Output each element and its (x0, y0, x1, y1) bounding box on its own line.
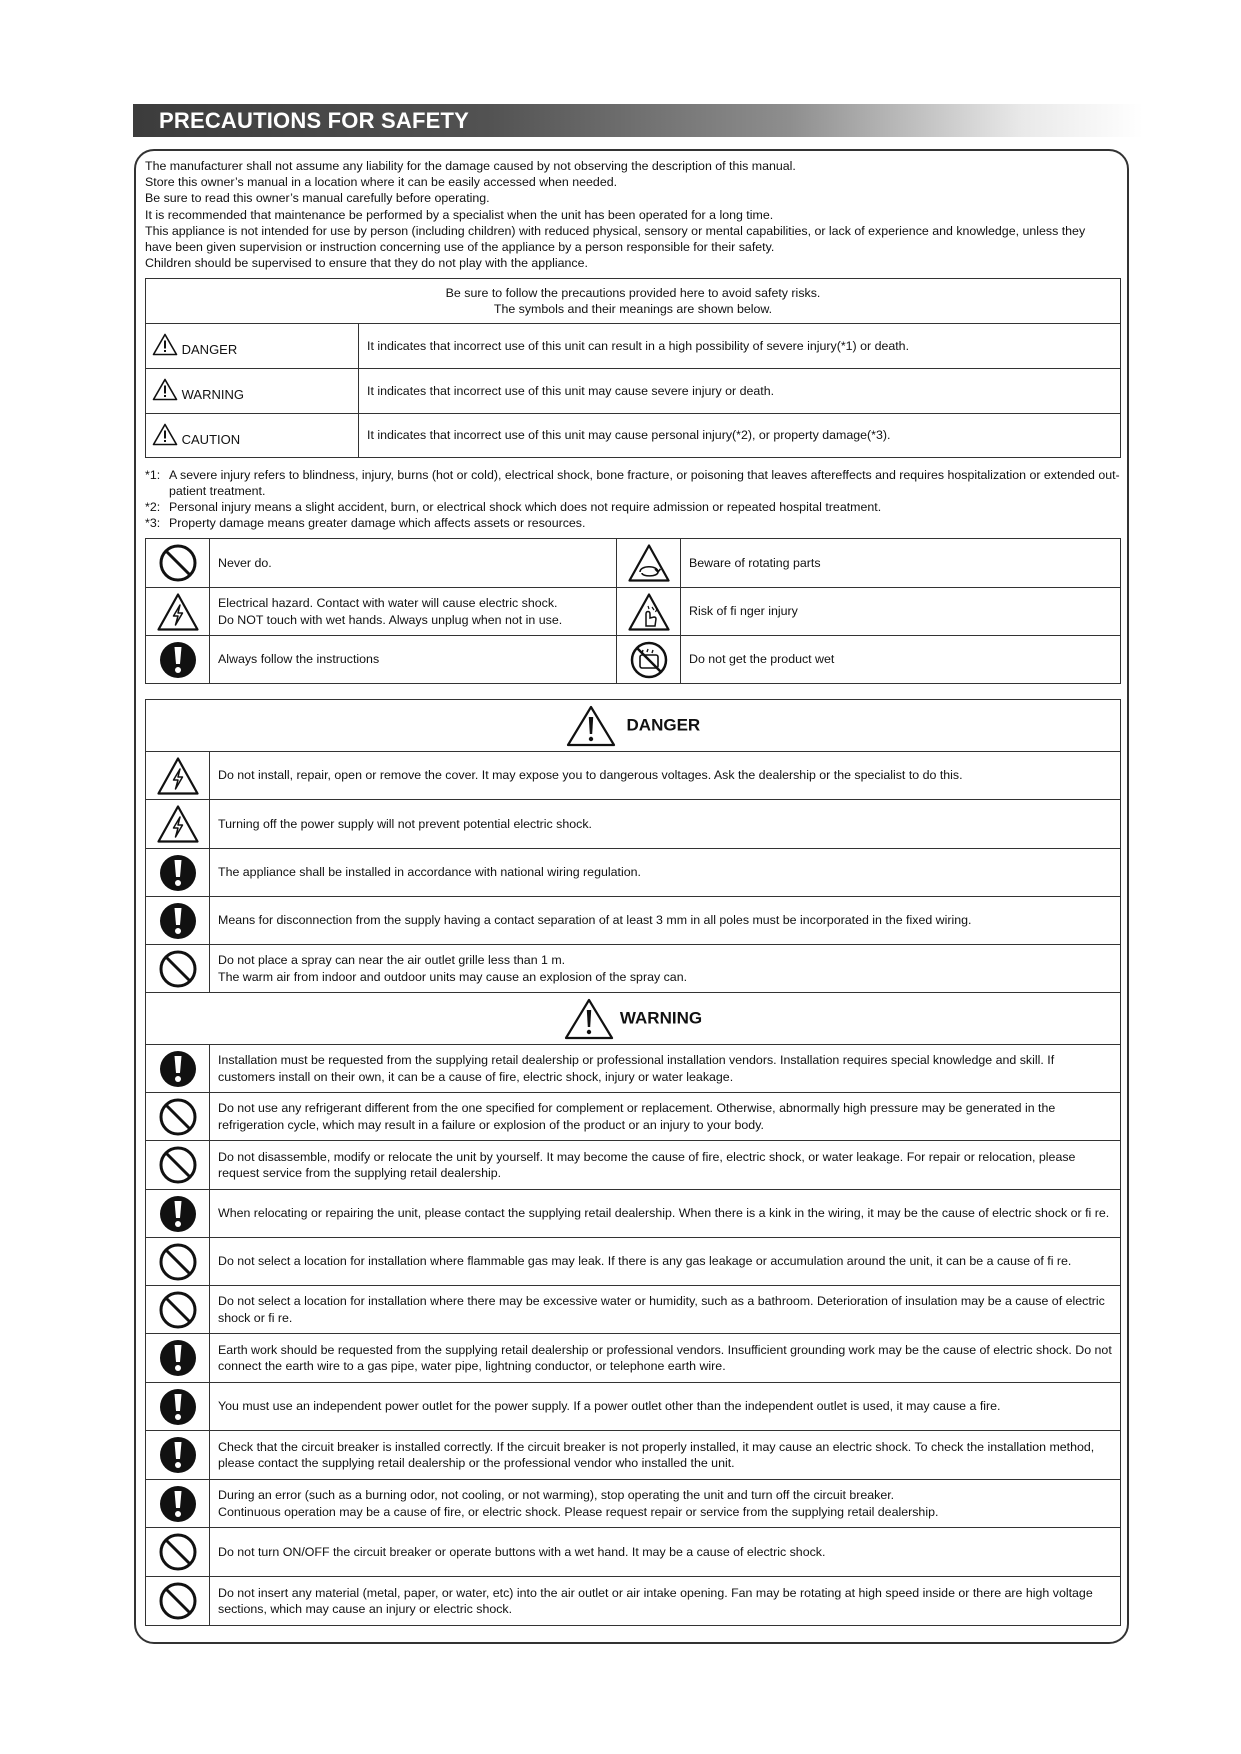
prohibition-icon (157, 542, 199, 584)
warning-item-row (146, 1383, 1121, 1431)
hazard-icon-cell (146, 1045, 210, 1093)
mandatory-icon (157, 1483, 199, 1525)
level-label: WARNING (181, 387, 244, 403)
symbol-icon-cell (617, 636, 681, 684)
footnote-text: Property damage means greater damage which affects assets or resources. (169, 516, 586, 530)
footnote-key: *3: (145, 516, 161, 530)
hazard-icon-cell (146, 1190, 210, 1238)
hazard-icon-cell (146, 1528, 210, 1577)
prohibition-icon (157, 1289, 199, 1331)
symbol-icon-cell (146, 588, 210, 636)
level-description: It indicates that incorrect use of this unit may cause personal injury(*2), or property damage(*3). (359, 414, 1121, 458)
danger-item-text: The appliance shall be installed in accordance with national wiring regulation. (210, 849, 1121, 897)
prohibition-icon (157, 1096, 199, 1138)
hazard-table (145, 699, 1121, 1626)
level-danger (146, 324, 359, 369)
mandatory-icon (157, 1434, 199, 1476)
intro-line: This appliance is not intended for use by person (including children) with reduced physical, sensory or mental capabilities, or lack of experience and knowledge, unless they have been given supervision or instruction concerning use of the appliance by a person responsible for their safety. (145, 223, 1086, 255)
mandatory-icon (157, 852, 199, 894)
footnote (145, 515, 1120, 531)
symbol-icon-cell (617, 588, 681, 636)
footnotes (145, 467, 1120, 531)
warning-item-text: Do not use any refrigerant different from the one specified for complement or replacement. Otherwise, abnormally high pressure may be generated in the refrigeration cycle, which may result in a failure or explosion of the product or an injury to your body. (210, 1093, 1121, 1141)
footnote-key: *2: (145, 500, 161, 514)
symbol-description: Risk of fi nger injury (681, 588, 1121, 636)
footnote (145, 499, 1120, 515)
level-description: It indicates that incorrect use of this unit can result in a high possibility of severe injury(*1) or death. (359, 324, 1121, 369)
warning-triangle-icon (152, 333, 178, 356)
mandatory-icon (157, 1048, 199, 1090)
danger-heading (146, 700, 1121, 752)
level-warning (146, 369, 359, 414)
hazard-icon-cell (146, 1286, 210, 1334)
warning-item-text: Do not disassemble, modify or relocate the unit by yourself. It may become the cause of fire, electric shock, or water leakage. For repair or relocation, please request service from the supplying retail dealership. (210, 1141, 1121, 1190)
electrical-hazard-icon (156, 592, 200, 632)
symbol-description: Electrical hazard. Contact with water will cause electric shock. Do NOT touch with wet hands. Always unplug when not in use. (210, 588, 617, 636)
danger-item-row (146, 752, 1121, 800)
intro-line: Store this owner’s manual in a location where it can be easily accessed when needed. (145, 175, 618, 190)
warning-heading (146, 993, 1121, 1045)
hazard-icon-cell (146, 1383, 210, 1431)
danger-item-text: Means for disconnection from the supply having a contact separation of at least 3 mm in all poles must be incorporated in the fixed wiring. (210, 897, 1121, 945)
intro-line: The manufacturer shall not assume any liability for the damage caused by not observing the description of this manual. (145, 159, 796, 173)
hazard-icon-cell (146, 945, 210, 993)
intro-line: Be sure to read this owner’s manual carefully before operating. (145, 191, 490, 206)
symbol-legend-table (145, 538, 1121, 684)
warning-item-row (146, 1190, 1121, 1238)
hazard-icon-cell (146, 1141, 210, 1190)
symbol-icon-cell (146, 636, 210, 684)
hazard-icon-cell (146, 897, 210, 945)
level-label: CAUTION (181, 431, 241, 447)
footnote-text: A severe injury refers to blindness, injury, burns (hot or cold), electrical shock, bone fracture, or poisoning that leaves aftereffects and requires hospitalization or extended out-patient treatment. (169, 468, 1120, 498)
prohibition-icon (157, 1580, 199, 1622)
warning-item-row (146, 1045, 1121, 1093)
signal-words-header-line: Be sure to follow the precautions provided here to avoid safety risks. (445, 285, 821, 300)
hazard-icon-cell (146, 752, 210, 800)
danger-triangle-icon (566, 705, 616, 747)
footnote-text: Personal injury means a slight accident, burn, or electrical shock which does not require admission or repeated hospital treatment. (169, 500, 882, 514)
finger-injury-icon (627, 592, 671, 632)
mandatory-icon (157, 639, 199, 681)
danger-item-row (146, 897, 1121, 945)
warning-title: WARNING (619, 1007, 703, 1027)
level-label: DANGER (181, 342, 238, 358)
signal-words-table (145, 278, 1121, 458)
hazard-icon-cell (146, 1480, 210, 1528)
warning-item-text: Earth work should be requested from the supplying retail dealership or professional vendors. Insufficient grounding work may be the cause of electric shock. Do not connect the earth wire to a gas pipe, water pipe, lightning conductor, or telephone earth wire. (210, 1334, 1121, 1383)
hazard-icon-cell (146, 1093, 210, 1141)
intro-line: It is recommended that maintenance be performed by a specialist when the unit has been operated for a long time. (145, 207, 774, 222)
prohibition-icon (157, 1531, 199, 1573)
warning-item-row (146, 1286, 1121, 1334)
intro-text (145, 158, 1105, 271)
danger-item-row (146, 800, 1121, 849)
warning-item-row (146, 1093, 1121, 1141)
warning-item-row (146, 1577, 1121, 1626)
hazard-icon-cell (146, 800, 210, 849)
electrical-hazard-icon (156, 756, 200, 796)
symbol-description: Do not get the product wet (681, 636, 1121, 684)
danger-item-text: Do not install, repair, open or remove the cover. It may expose you to dangerous voltages. Ask the dealership or the specialist to do this. (210, 752, 1121, 800)
hazard-icon-cell (146, 1577, 210, 1626)
prohibition-icon (157, 1241, 199, 1283)
danger-title: DANGER (626, 714, 701, 734)
warning-item-row (146, 1528, 1121, 1577)
warning-item-text: Check that the circuit breaker is installed correctly. If the circuit breaker is not properly installed, it may cause an electric shock. To check the installation method, please contact the supplying retail dealership or the professional vendor who installed the unit. (210, 1431, 1121, 1480)
footnote (145, 467, 1120, 499)
symbol-description: Beware of rotating parts (681, 539, 1121, 588)
signal-words-header-line: The symbols and their meanings are shown below. (493, 302, 773, 316)
symbol-description: Always follow the instructions (210, 636, 617, 684)
warning-item-text: You must use an independent power outlet for the power supply. If a power outlet other than the independent outlet is used, it may cause a fire. (210, 1383, 1121, 1431)
electrical-hazard-icon (156, 804, 200, 844)
warning-item-text: Do not turn ON/OFF the circuit breaker or operate buttons with a wet hand. It may be a cause of electric shock. (210, 1528, 1121, 1577)
warning-item-row (146, 1141, 1121, 1190)
level-caution (146, 414, 359, 458)
warning-item-text: When relocating or repairing the unit, please contact the supplying retail dealership. When there is a kink in the wiring, it may be the cause of electric shock or fi re. (210, 1190, 1121, 1238)
prohibition-icon (157, 1144, 199, 1186)
symbol-icon-cell (146, 539, 210, 588)
warning-item-text: Do not insert any material (metal, paper, or water, etc) into the air outlet or air intake opening. Fan may be rotating at high speed inside or there are high voltage sections, which may cause an injury or electric shock. (210, 1577, 1121, 1626)
danger-item-text: Do not place a spray can near the air outlet grille less than 1 m. The warm air from indoor and outdoor units may cause an explosion of the spray can. (210, 945, 1121, 993)
warning-item-row (146, 1480, 1121, 1528)
warning-item-text: Installation must be requested from the supplying retail dealership or professional installation vendors. Installation requires special knowledge and skill. If customers install on their own, it can be a cause of fire, electric shock, injury or water leakage. (210, 1045, 1121, 1093)
mandatory-icon (157, 1337, 199, 1379)
warning-triangle-icon (564, 998, 614, 1040)
danger-item-row (146, 849, 1121, 897)
rotating-parts-icon (627, 543, 671, 583)
warning-triangle-icon (152, 378, 178, 401)
intro-line: Children should be supervised to ensure that they do not play with the appliance. (145, 256, 588, 271)
prohibition-icon (157, 948, 199, 990)
signal-words-header (146, 279, 1121, 324)
warning-item-row (146, 1431, 1121, 1480)
warning-item-text: Do not select a location for installation where there may be excessive water or humidity, such as a bathroom. Deterioration of insulation may be a cause of electric shock or fi re. (210, 1286, 1121, 1334)
hazard-icon-cell (146, 849, 210, 897)
warning-item-row (146, 1334, 1121, 1383)
symbol-description: Never do. (210, 539, 617, 588)
mandatory-icon (157, 1193, 199, 1235)
hazard-icon-cell (146, 1238, 210, 1286)
hazard-icon-cell (146, 1431, 210, 1480)
danger-item-row (146, 945, 1121, 993)
level-description: It indicates that incorrect use of this unit may cause severe injury or death. (359, 369, 1121, 414)
page-title: PRECAUTIONS FOR SAFETY (159, 108, 469, 133)
warning-triangle-icon (152, 423, 178, 446)
danger-item-text: Turning off the power supply will not prevent potential electric shock. (210, 800, 1121, 849)
warning-item-row (146, 1238, 1121, 1286)
hazard-icon-cell (146, 1334, 210, 1383)
title-bar (133, 104, 1143, 137)
no-wet-icon (628, 639, 670, 681)
mandatory-icon (157, 900, 199, 942)
warning-item-text: During an error (such as a burning odor, not cooling, or not warming), stop operating the unit and turn off the circuit breaker. Continuous operation may be a cause of fire, or electric shock. Please request repair or service from the supplying retail dealership. (210, 1480, 1121, 1528)
warning-item-text: Do not select a location for installation where flammable gas may leak. If there is any gas leakage or accumulation around the unit, it can be a cause of fi re. (210, 1238, 1121, 1286)
mandatory-icon (157, 1386, 199, 1428)
footnote-key: *1: (145, 468, 161, 482)
symbol-icon-cell (617, 539, 681, 588)
